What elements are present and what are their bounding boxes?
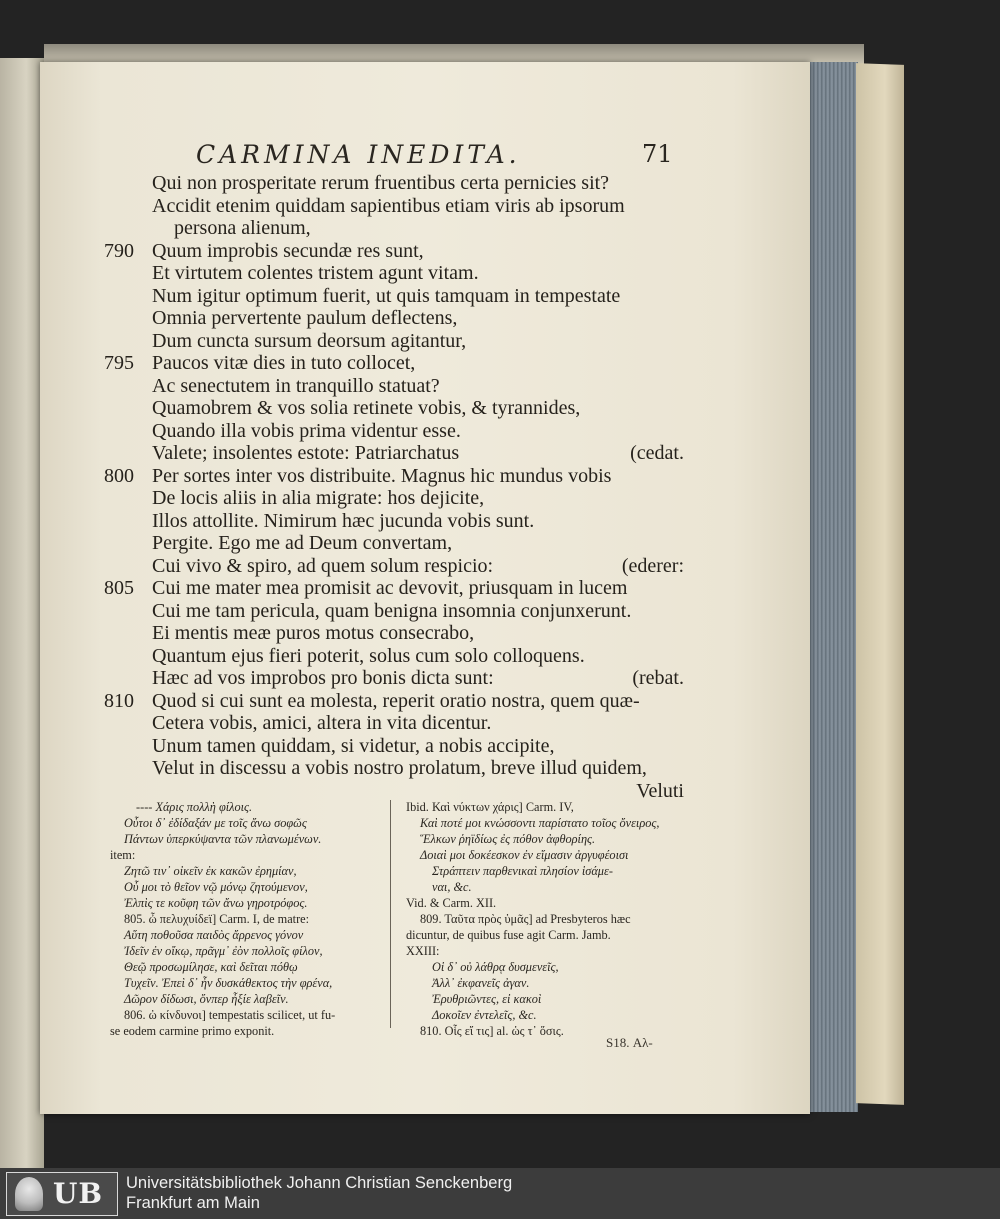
verse-turnover: Veluti bbox=[636, 779, 684, 802]
ub-logo[interactable] bbox=[6, 1172, 118, 1216]
verse-line bbox=[104, 420, 684, 443]
note-line: dicuntur, de quibus fuse agit Carm. Jamb. bbox=[406, 928, 611, 942]
note-line: Δοιαὶ μοι δοκέεσκον ἐν εἵμασιν ἀργυφέοισι bbox=[420, 848, 629, 862]
library-name: Universitätsbibliothek Johann Christian Senckenberg bbox=[126, 1174, 513, 1192]
verse-text: Dum cuncta sursum deorsum agitantur, bbox=[152, 329, 467, 352]
verse-text: Qui non prosperitate rerum fruentibus certa pernicies sit? bbox=[152, 172, 610, 194]
verse-line bbox=[104, 690, 684, 713]
verse-line bbox=[104, 735, 684, 758]
verse-text: Accidit etenim quiddam sapientibus etiam viris ab ipsorum bbox=[152, 194, 625, 217]
note-line: XXIII: bbox=[406, 944, 440, 958]
verse-line bbox=[104, 780, 684, 803]
portrait-bust-icon bbox=[15, 1177, 43, 1211]
verse-line bbox=[104, 262, 684, 285]
verse-line bbox=[104, 217, 684, 240]
verse-line bbox=[104, 577, 684, 600]
verse-line bbox=[104, 307, 684, 330]
verse-block bbox=[104, 172, 684, 802]
verse-text: Hæc ad vos improbos pro bonis dicta sunt: bbox=[152, 667, 494, 689]
running-head: CARMINA INEDITA. bbox=[196, 140, 521, 169]
verse-text: Quod si cui sunt ea molesta, reperit oratio nostra, quem quæ- bbox=[152, 689, 640, 712]
verse-text: Quando illa vobis prima videntur esse. bbox=[152, 419, 461, 442]
verse-text: Illos attollite. Nimirum hæc jucunda vobis sunt. bbox=[152, 509, 535, 532]
note-line: Ἐλπὶς τε κοῦφη τῶν ἄνω γηροτρόφος. bbox=[124, 896, 308, 910]
library-city: Frankfurt am Main bbox=[126, 1194, 260, 1212]
page-top-edge bbox=[44, 44, 864, 64]
notes-column-rule bbox=[390, 800, 391, 1028]
verse-text: Cetera vobis, amici, altera in vita dicentur. bbox=[152, 712, 492, 734]
verse-line bbox=[104, 330, 684, 353]
verse-line bbox=[104, 667, 684, 690]
verse-text: Ac senectutem in tranquillo statuat? bbox=[152, 374, 440, 397]
note-line: Τυχεῖν. Ἐπεὶ δ᾽ ἦν δυσκάθεκτος τὴν φρένα, bbox=[124, 976, 333, 990]
verse-line bbox=[104, 645, 684, 668]
note-line: Vid. & Carm. XII. bbox=[406, 896, 497, 910]
notes-left-column bbox=[110, 800, 382, 1040]
verse-text: Omnia pervertente paulum deflectens, bbox=[152, 307, 458, 329]
note-line: Οἱ δ᾽ οὐ λάθρᾳ δυσμενεῖς, bbox=[432, 960, 559, 974]
verse-text: Cui vivo & spiro, ad quem solum respicio: bbox=[152, 554, 494, 577]
left-page-edge bbox=[0, 58, 44, 1168]
verse-number: 790 bbox=[104, 239, 134, 262]
verse-text: Et virtutem colentes tristem agunt vitam. bbox=[152, 262, 479, 284]
verse-turnover: (ederer: bbox=[621, 554, 684, 577]
verse-text: Paucos vitæ dies in tuto collocet, bbox=[152, 352, 416, 374]
verse-text: Quamobrem & vos solia retinete vobis, & tyrannides, bbox=[152, 397, 581, 419]
note-line: 809. Ταῦτα πρὸς ὑμᾶς] ad Presbyteros hæc bbox=[420, 912, 631, 926]
note-line: item: bbox=[110, 848, 136, 862]
verse-line bbox=[104, 240, 684, 263]
page-number: 71 bbox=[642, 140, 673, 168]
verse-number: 805 bbox=[104, 577, 134, 599]
verse-number: 810 bbox=[104, 689, 134, 712]
note-line: Οὗτοι δ᾽ ἐδίδαξάν με τοῖς ἄνω σοφῶς bbox=[124, 816, 307, 830]
verse-line bbox=[104, 352, 684, 375]
verse-text: Quantum ejus fieri poterit, solus cum solo colloquens. bbox=[152, 644, 585, 667]
verse-line bbox=[104, 465, 684, 488]
verse-text: Ei mentis meæ puros motus consecrabo, bbox=[152, 622, 475, 644]
verse-line bbox=[104, 510, 684, 533]
verse-text: Pergite. Ego me ad Deum convertam, bbox=[152, 532, 453, 554]
note-line: Ἀλλ᾽ ἐκφανεῖς ἀγαν. bbox=[432, 976, 530, 990]
verse-line bbox=[104, 622, 684, 645]
verse-line bbox=[104, 532, 684, 555]
verse-text: Cui me mater mea promisit ac devovit, priusquam in lucem bbox=[152, 577, 628, 599]
verse-line bbox=[104, 172, 684, 195]
note-line: Δῶρον δίδωσι, ὅνπερ ἦξίε λαβεῖν. bbox=[124, 992, 289, 1006]
note-line: 805. ὦ πελυχυίδεϊ] Carm. I, de matre: bbox=[124, 912, 310, 926]
note-line: se eodem carmine primo exponit. bbox=[110, 1024, 275, 1038]
note-line: Ἰδεῖν ἐν οἴκῳ, πρᾶγμ᾽ ἐὸν πολλοῖς φίλον, bbox=[124, 944, 323, 958]
verse-line bbox=[104, 555, 684, 578]
note-line: Αὕτη ποθοῦσα παιδὸς ἄρρενος γόνον bbox=[124, 928, 304, 942]
note-line: Ἕλκων ῥηϊδίως ἐς πόθον ἀφθορίης. bbox=[420, 832, 596, 846]
library-footer bbox=[0, 1168, 1000, 1219]
note-line: Δοκοῖεν ἐντελεῖς, &c. bbox=[432, 1008, 537, 1022]
verse-line bbox=[104, 375, 684, 398]
note-line: 806. ὠ κίνδυνοι] tempestatis scilicet, ut fu- bbox=[124, 1008, 336, 1022]
verse-text: persona alienum, bbox=[174, 217, 311, 239]
ub-logo-text: UB bbox=[53, 1177, 104, 1210]
note-line: Ἐρυθριῶντες, εἰ κακοὶ bbox=[432, 992, 542, 1006]
verse-text: Unum tamen quiddam, si videtur, a nobis accipite, bbox=[152, 734, 555, 757]
verse-text: Quum improbis secundæ res sunt, bbox=[152, 239, 424, 262]
verse-text: Valete; insolentes estote: Patriarchatus bbox=[152, 442, 460, 464]
note-line: Πάντων ὑπερκύψαντα τῶν πλανωμένων. bbox=[124, 832, 322, 846]
note-line: 810. Οἷς εἴ τις] al. ὡς τ᾽ ὅσις. bbox=[420, 1024, 564, 1038]
note-line: Θεῷ προσωμίλησε, καὶ δεῖται πόθῳ bbox=[124, 960, 298, 974]
note-line: Οὗ μοι τὸ θεῖον νῷ μόνῳ ζητούμενον, bbox=[124, 880, 308, 894]
verse-turnover: (rebat. bbox=[632, 667, 684, 689]
verse-text: Velut in discessu a vobis nostro prolatum, breve illud quidem, bbox=[152, 757, 647, 779]
verse-line bbox=[104, 600, 684, 623]
verse-line bbox=[104, 757, 684, 780]
verse-text: De locis aliis in alia migrate: hos dejicite, bbox=[152, 487, 485, 509]
verse-line bbox=[104, 285, 684, 308]
verse-line bbox=[104, 442, 684, 465]
book-cover-edge bbox=[856, 63, 904, 1105]
catchword: S18. Αλ- bbox=[606, 1035, 653, 1050]
note-line: Καὶ ποτέ μοι κνώσσοντι παρίστατο τοῖος ὄνειρος, bbox=[420, 816, 660, 830]
verse-line bbox=[104, 397, 684, 420]
note-line: Ζητῶ τιν᾽ οἰκεῖν ἐκ κακῶν ἐρημίαν, bbox=[124, 864, 297, 878]
note-line: Ibid. Καὶ νύκτων χάρις] Carm. IV, bbox=[406, 800, 574, 814]
book-fore-edge bbox=[806, 62, 858, 1112]
notes-right-column bbox=[406, 800, 670, 1040]
verse-text: Cui me tam pericula, quam benigna insomnia conjunxerunt. bbox=[152, 599, 632, 622]
verse-line bbox=[104, 195, 684, 218]
verse-number: 795 bbox=[104, 352, 134, 374]
note-line: ναι, &c. bbox=[432, 880, 472, 894]
verse-line bbox=[104, 712, 684, 735]
verse-number: 800 bbox=[104, 464, 134, 487]
note-line: ---- Χάρις πολλὴ φίλοις. bbox=[136, 800, 253, 814]
verse-text: Per sortes inter vos distribuite. Magnus hic mundus vobis bbox=[152, 464, 612, 487]
verse-text: Num igitur optimum fuerit, ut quis tamquam in tempestate bbox=[152, 284, 621, 307]
verse-turnover: (cedat. bbox=[630, 442, 684, 464]
verse-line bbox=[104, 487, 684, 510]
note-line: Στράπτειν παρθενικαὶ πλησίον ἱσάμε- bbox=[432, 864, 613, 878]
